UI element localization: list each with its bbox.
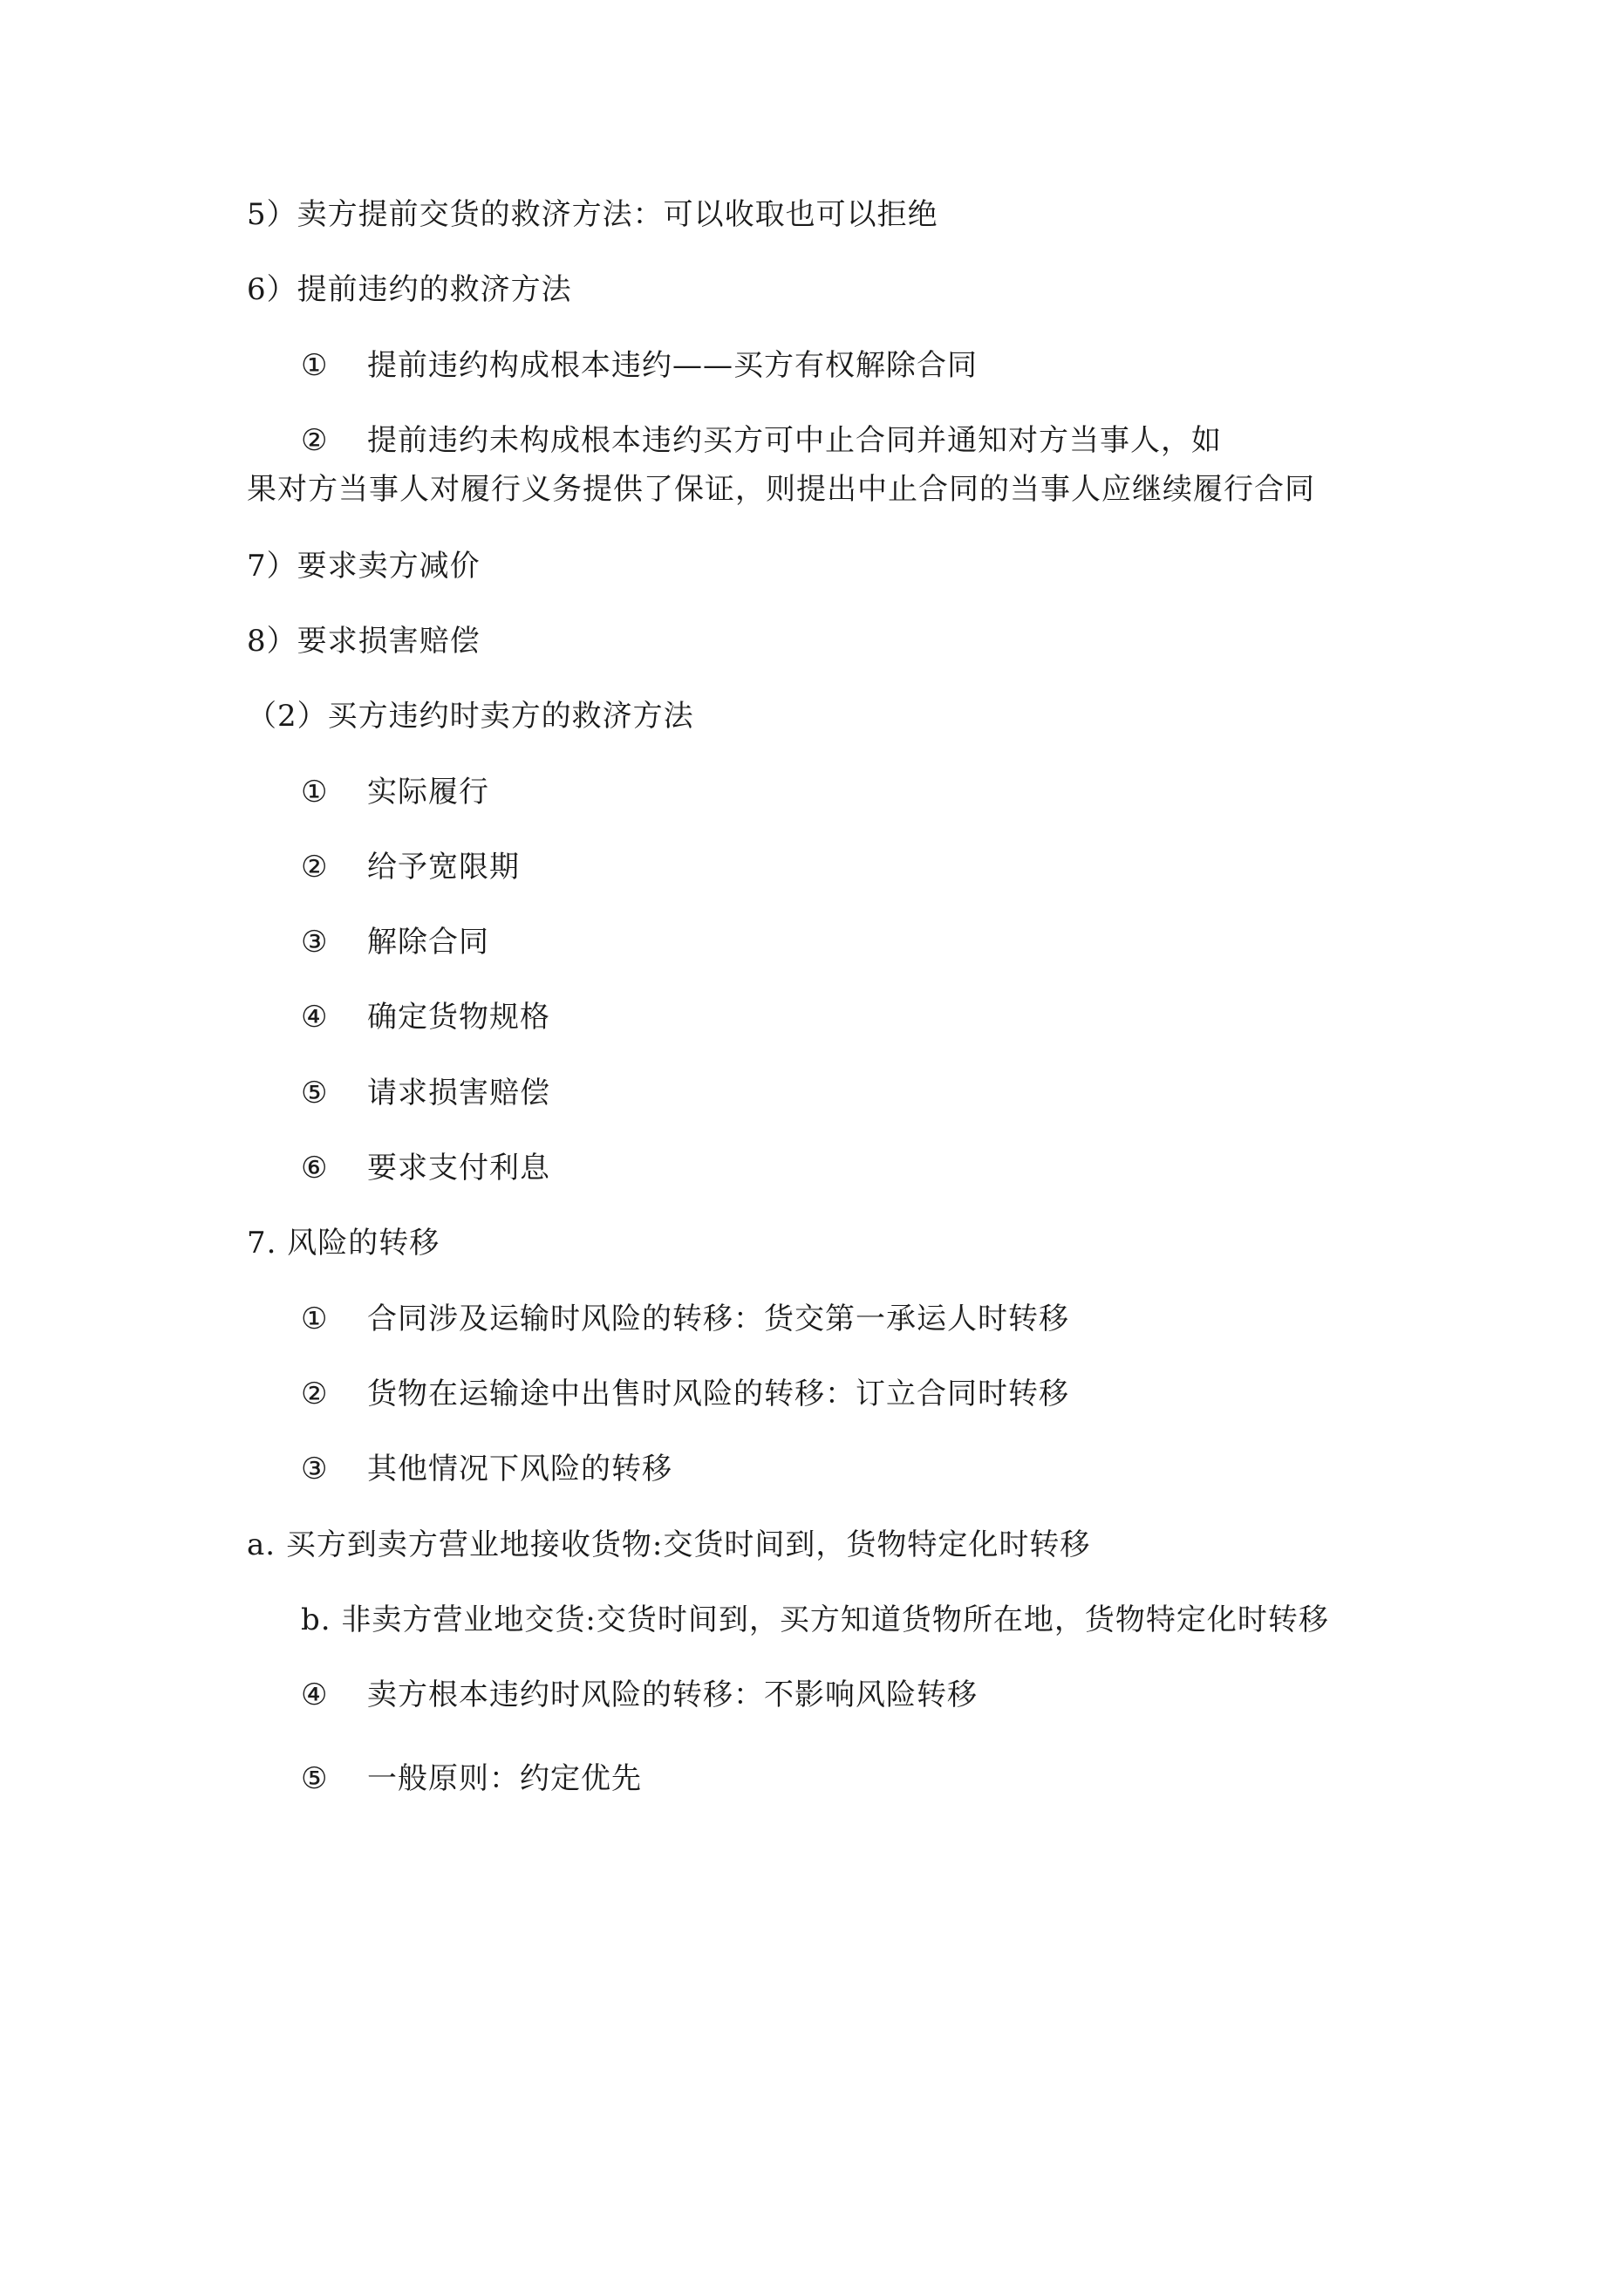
list-number: ③ xyxy=(301,1452,329,1486)
list-number: ② xyxy=(301,1377,329,1411)
paragraph-seller-early-delivery: 5）卖方提前交货的救济方法：可以收取也可以拒绝 xyxy=(247,197,938,232)
list-item xyxy=(301,1375,1069,1413)
list-text: 提前违约未构成根本违约买方可中止合同并通知对方当事人，如 xyxy=(367,423,1222,458)
sub-item-a: a. 买方到卖方营业地接收货物:交货时间到，货物特定化时转移 xyxy=(247,1527,1091,1562)
list-text: 给予宽限期 xyxy=(367,850,520,885)
section-heading-risk-transfer: 7. 风险的转移 xyxy=(247,1226,440,1261)
list-number: ④ xyxy=(301,1678,329,1712)
list-text: 其他情况下风险的转移 xyxy=(367,1452,672,1486)
list-text: 卖方根本违约时风险的转移：不影响风险转移 xyxy=(367,1678,978,1712)
list-text: 确定货物规格 xyxy=(367,1000,550,1035)
list-number: ② xyxy=(301,423,329,458)
paragraph-anticipatory-breach-heading: 6）提前违约的救济方法 xyxy=(247,272,572,307)
list-text: 请求损害赔偿 xyxy=(367,1076,550,1110)
paragraph-price-reduction: 7）要求卖方减价 xyxy=(247,549,481,584)
section-heading-seller-remedies: （2）买方违约时卖方的救济方法 xyxy=(247,699,694,734)
list-text: 实际履行 xyxy=(367,775,489,810)
list-item xyxy=(301,848,520,886)
list-item xyxy=(301,1760,642,1798)
list-number: ② xyxy=(301,850,329,885)
list-number: ① xyxy=(301,1302,329,1336)
list-item xyxy=(301,1676,978,1714)
list-text: 一般原则：约定优先 xyxy=(367,1761,642,1796)
list-text: 解除合同 xyxy=(367,925,489,960)
list-number: ① xyxy=(301,348,329,383)
list-number: ④ xyxy=(301,1000,329,1035)
list-number: ③ xyxy=(301,925,329,960)
list-item xyxy=(301,346,978,385)
list-text: 要求支付利息 xyxy=(367,1151,550,1186)
sub-item-b: b. 非卖方营业地交货:交货时间到，买方知道货物所在地，货物特定化时转移 xyxy=(301,1602,1329,1637)
list-item xyxy=(301,923,489,961)
list-text: 合同涉及运输时风险的转移：货交第一承运人时转移 xyxy=(367,1302,1069,1336)
list-text: 货物在运输途中出售时风险的转移：订立合同时转移 xyxy=(367,1377,1069,1411)
list-item xyxy=(301,1149,550,1187)
list-number: ⑤ xyxy=(301,1076,329,1110)
paragraph-damages: 8）要求损害赔偿 xyxy=(247,624,481,659)
list-item xyxy=(301,1300,1069,1338)
list-item xyxy=(301,1074,550,1112)
list-item xyxy=(301,1450,672,1488)
list-number: ⑥ xyxy=(301,1151,329,1186)
list-text: 提前违约构成根本违约——买方有权解除合同 xyxy=(367,348,978,383)
list-item xyxy=(301,998,550,1036)
list-number: ① xyxy=(301,775,329,810)
list-item xyxy=(301,773,489,811)
list-item xyxy=(301,421,1222,460)
list-text-continuation: 果对方当事人对履行义务提供了保证，则提出中止合同的当事人应继续履行合同 xyxy=(247,472,1315,507)
list-number: ⑤ xyxy=(301,1761,329,1796)
